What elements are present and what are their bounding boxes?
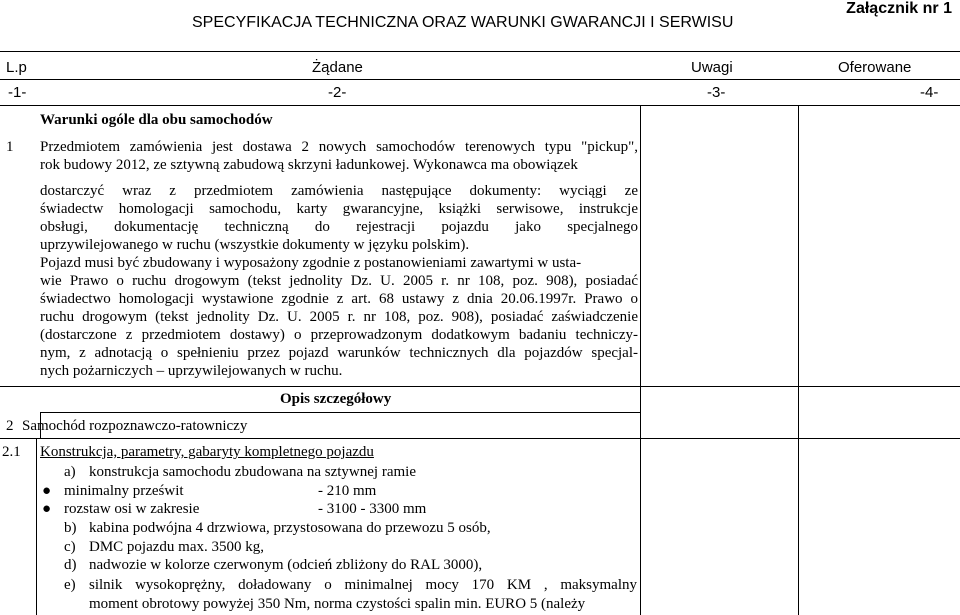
column-number-4: -4- [920,84,939,101]
item-text-e-continued: moment obrotowy powyżej 350 Nm, norma czystości spalin min. EURO 5 (należy [89,596,586,612]
item-marker-b: b) [64,520,77,536]
number-row-border [0,105,960,106]
column-header-lp: L.p [6,59,27,76]
column-number-2: -2- [328,84,347,101]
general-line: Pojazd musi być zbudowany i wyposażony zgodnie z postanowieniami zawartymi w usta- [40,255,582,271]
column-header-zadane: Żądane [312,59,363,76]
lp-column-divider [36,438,37,615]
general-line: (dostarczone z przedmiotem dostawy) o przeprowadzonym dodatkowym badaniu techniczy- [40,327,638,343]
item-marker-e: e) [64,577,76,593]
item-marker-d: d) [64,557,77,573]
section-divider-top [0,386,960,387]
column-number-3: -3- [707,84,726,101]
column-header-uwagi: Uwagi [691,59,733,76]
item-value-wheelbase: - 3100 - 3300 mm [318,501,427,517]
general-line: uprzywilejowanego w ruchu (wszystkie dokumenty w języku polskim). [40,237,470,253]
column-divider-uwagi [640,105,641,615]
annex-label: Załącznik nr 1 [846,0,952,17]
header-row-border [0,79,960,80]
item-text-b: kabina podwójna 4 drzwiowa, przystosowana do przewozu 5 osób, [89,520,491,536]
item2-label: Samochód rozpoznawczo-ratowniczy [22,418,248,434]
general-line: wie Prawo o ruchu drogowym (tekst jednolity Dz. U. 2005 r. nr 108, poz. 908), posiadać [40,273,638,289]
column-number-1: -1- [8,84,27,101]
item-number-2: 2 [6,418,14,434]
item2-row-border [0,438,960,439]
item-marker-c: c) [64,539,76,555]
item-text-e: silnik wysokoprężny, doładowany o minimalnej mocy 170 KM , maksymalny [89,577,637,593]
item-text-wheelbase: rozstaw osi w zakresie [64,501,200,517]
general-line: rok budowy 2012, ze sztywną zabudową skrzyni ładunkowej. Wykonawca ma obowiązek [40,157,578,173]
section-general-heading: Warunki ogóle dla obu samochodów [40,112,273,128]
bullet-icon: ● [42,501,52,517]
item-number-1: 1 [6,139,14,155]
general-line: dostarczyć wraz z przedmiotem zamówienia następujące dokumenty: wyciągi ze [40,183,638,199]
general-line: nych pożarniczych – uprzywilejowanych w ruchu. [40,363,343,379]
general-line: świadectwo homologacji wystawione zgodnie z art. 68 ustawy z dnia 20.06.1997r. Prawo o [40,291,638,307]
item-number-2-1: 2.1 [2,444,21,460]
column-header-oferowane: Oferowane [838,59,912,76]
heading-underline-rule [40,412,640,413]
item-text-d: nadwozie w kolorze czerwonym (odcień zbliżony do RAL 3000), [89,557,483,573]
general-line: Przedmiotem zamówienia jest dostawa 2 nowych samochodów terenowych typu "pickup", [40,139,638,155]
item-text-c: DMC pojazdu max. 3500 kg, [89,539,264,555]
general-line: świadectw homologacji samochodu, karty gwarancyjne, książki serwisowe, instrukcje [40,201,638,217]
item-text-a: konstrukcja samochodu zbudowana na sztywnej ramie [89,464,416,480]
item-marker-a: a) [64,464,76,480]
general-line: obsługi, dokumentację techniczną do rejestracji pojazdu jako specjalnego [40,219,638,235]
general-line: ruchu drogowym (tekst jednolity Dz. U. 2005 r. nr 108, poz. 908), posiadać zaświadczenie [40,309,638,325]
table-top-border [0,51,960,52]
general-line: nym, z adnotacją o spełnieniu przez pojazd warunków technicznych dla pojazdów specjal- [40,345,638,361]
document-title: SPECYFIKACJA TECHNICZNA ORAZ WARUNKI GWARANCJI I SERWISU [192,14,734,31]
bullet-icon: ● [42,483,52,499]
column-divider-oferowane [798,105,799,615]
item-text-clearance: minimalny prześwit [64,483,184,499]
item21-label: Konstrukcja, parametry, gabaryty kompletnego pojazdu [40,444,374,460]
section-detail-heading: Opis szczegółowy [280,391,392,407]
item-value-clearance: - 210 mm [318,483,377,499]
